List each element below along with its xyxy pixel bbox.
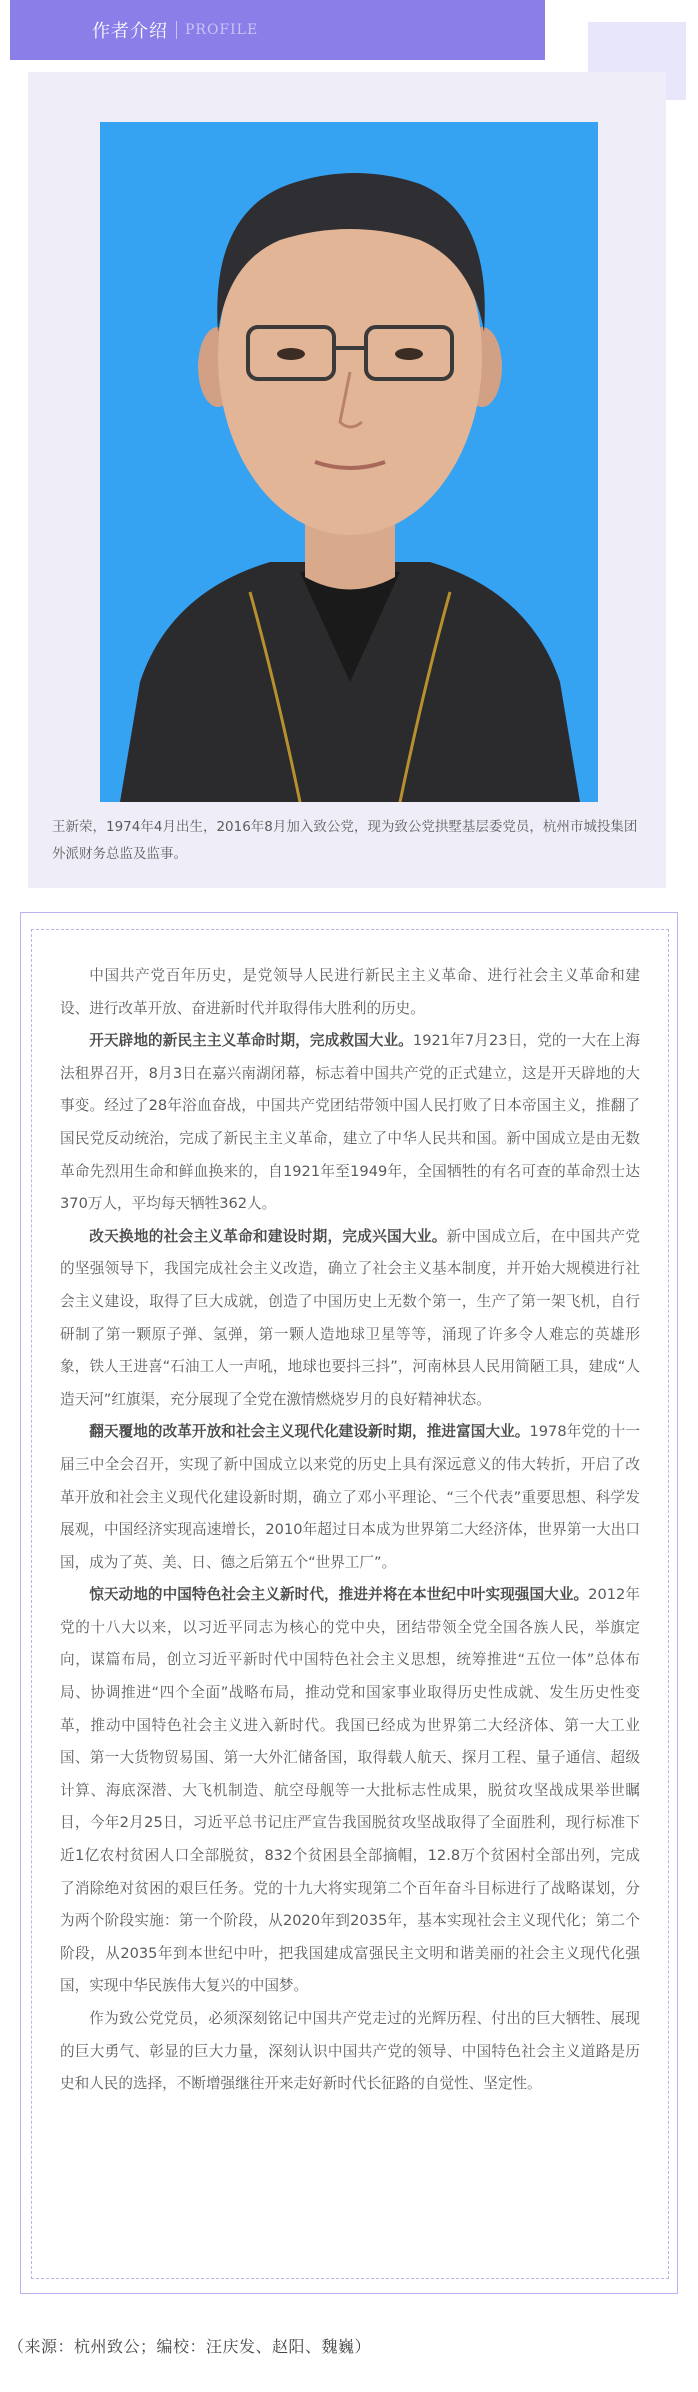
author-portrait-icon (100, 122, 598, 802)
article-body (31, 929, 669, 2279)
author-photo (100, 122, 598, 802)
paragraph-text: 1921年7月23日，党的一大在上海法租界召开，8月3日在嘉兴南湖闭幕，标志着中国共产党的正式建立，这是开天辟地的大事变。经过了28年浴血奋战，中国共产党团结带领中国人民打败了日本帝国主义，推翻了国民党反动统治，完成了新民主主义革命，建立了中华人民共和国。新中国成立是由无数革命先烈用生命和鲜血换来的，自1921年至1949年，全国牺牲的有名可查的革命烈士达370万人，平均每天牺牲362人。 (60, 1032, 640, 1213)
paragraph-lead: 开天辟地的新民主主义革命时期，完成救国大业。 (89, 1032, 413, 1050)
article-frame (20, 912, 678, 2294)
article-paragraph (60, 1221, 640, 1417)
source-credit: （来源：杭州致公；编校：汪庆发、赵阳、魏巍） (8, 2337, 372, 2356)
paragraph-text: 1978年党的十一届三中全会召开，实现了新中国成立以来党的历史上具有深远意义的伟大转折，开启了改革开放和社会主义现代化建设新时期，确立了邓小平理论、“三个代表”重要思想、科学发展观，中国经济实现高速增长，2010年超过日本成为世界第二大经济体，世界第一大出口国，成为了英、美、日、德之后第五个“世界工厂”。 (60, 1423, 640, 1571)
article-paragraph (60, 1416, 640, 1579)
section-header (10, 0, 545, 60)
section-subtitle: PROFILE (185, 22, 259, 38)
article-paragraph (60, 1025, 640, 1221)
section-title: 作者介绍 (92, 21, 168, 42)
paragraph-text: 2012年党的十八大以来，以习近平同志为核心的党中央，团结带领全党全国各族人民，举旗定向，谋篇布局，创立习近平新时代中国特色社会主义思想，统筹推进“五位一体”总体布局、协调推进“四个全面”战略布局，推动党和国家事业取得历史性成就、发生历史性变革，推动中国特色社会主义进入新时代。我国已经成为世界第二大经济体、第一大工业国、第一大货物贸易国、第一大外汇储备国，取得载人航天、探月工程、量子通信、超级计算、海底深潜、大飞机制造、航空母舰等一大批标志性成果，脱贫攻坚战成果举世瞩目，今年2月25日，习近平总书记庄严宣告我国脱贫攻坚战取得了全面胜利，现行标准下近1亿农村贫困人口全部脱贫，832个贫困县全部摘帽，12.8万个贫困村全部出列，完成了消除绝对贫困的艰巨任务。党的十九大将实现第二个百年奋斗目标进行了战略谋划，分为两个阶段实施：第一个阶段，从2020年到2035年，基本实现社会主义现代化；第二个阶段，从2035年到本世纪中叶，把我国建成富强民主文明和谐美丽的社会主义现代化强国，实现中华民族伟大复兴的中国梦。 (60, 1586, 640, 1995)
article-paragraph (60, 2003, 640, 2101)
paragraph-lead: 惊天动地的中国特色社会主义新时代，推进并将在本世纪中叶实现强国大业。 (89, 1586, 589, 1604)
article-paragraph (60, 960, 640, 1025)
paragraph-text: 中国共产党百年历史，是党领导人民进行新民主主义革命、进行社会主义革命和建设、进行改革开放、奋进新时代并取得伟大胜利的历史。 (60, 967, 640, 1017)
paragraph-text: 新中国成立后，在中国共产党的坚强领导下，我国完成社会主义改造，确立了社会主义基本制度，并开始大规模进行社会主义建设，取得了巨大成就，创造了中国历史上无数个第一，生产了第一架飞机，自行研制了第一颗原子弹、氢弹，第一颗人造地球卫星等等，涌现了许多令人难忘的英雄形象，铁人王进喜“石油工人一声吼，地球也要抖三抖”，河南林县人民用简陋工具，建成“人造天河”红旗渠，充分展现了全党在激情燃烧岁月的良好精神状态。 (60, 1227, 640, 1408)
author-card (28, 72, 666, 888)
paragraph-text: 作为致公党党员，必须深刻铭记中国共产党走过的光辉历程、付出的巨大牺牲、展现的巨大勇气、彰显的巨大力量，深刻认识中国共产党的领导、中国特色社会主义道路是历史和人民的选择，不断增强继往开来走好新时代长征路的自觉性、坚定性。 (60, 2010, 640, 2093)
title-divider (176, 21, 177, 39)
paragraph-lead: 改天换地的社会主义革命和建设时期，完成兴国大业。 (89, 1227, 447, 1245)
author-bio: 王新荣，1974年4月出生，2016年8月加入致公党，现为致公党拱墅基层委党员，杭州市城投集团外派财务总监及监事。 (52, 819, 638, 862)
paragraph-lead: 翻天覆地的改革开放和社会主义现代化建设新时期，推进富国大业。 (89, 1423, 530, 1441)
article-paragraph (60, 1579, 640, 2003)
